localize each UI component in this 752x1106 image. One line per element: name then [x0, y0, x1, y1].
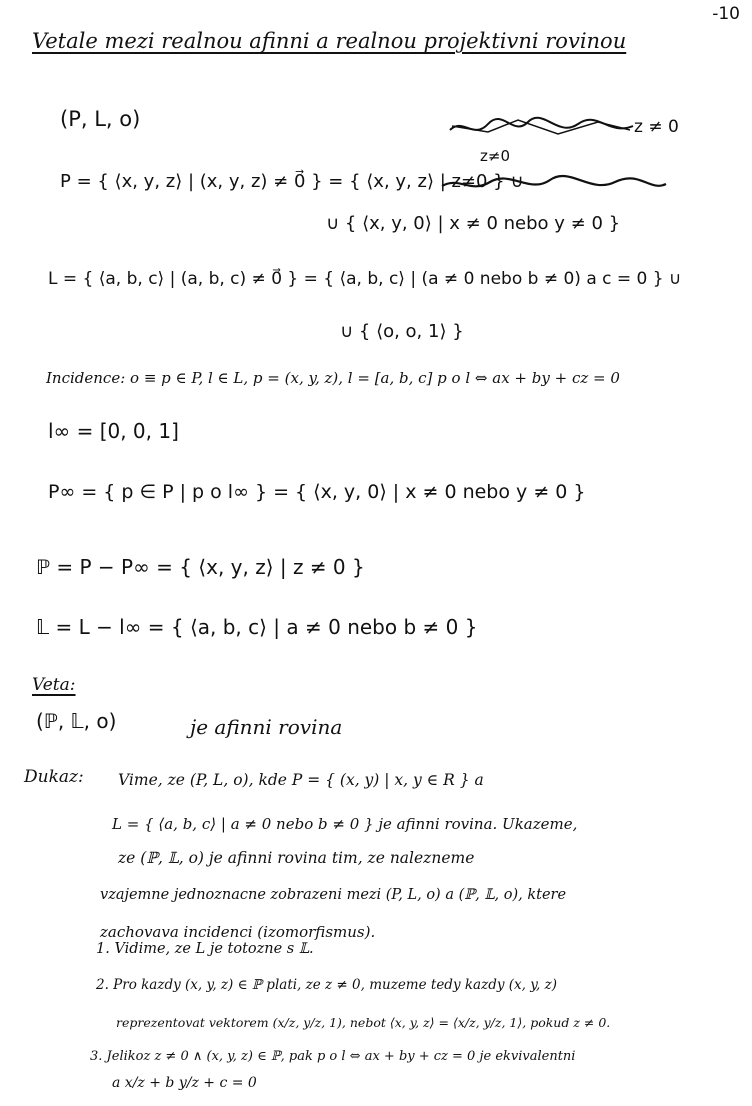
proof-line-2: L = { ⟨a, b, c⟩ | a ≠ 0 nebo b ≠ 0 } je afinni rovina. Ukazeme,	[112, 815, 578, 833]
proof-label: Dukaz:	[24, 767, 84, 787]
line-at-infinity: l∞ = [0, 0, 1]	[48, 419, 179, 443]
affine-points-set: ℙ = P − P∞ = { ⟨x, y, z⟩ | z ≠ 0 }	[36, 555, 365, 579]
crossed-out-scribble	[448, 112, 658, 142]
proof-item-2b: reprezentovat vektorem (x/z, y/z, 1), nebot ⟨x, y, z⟩ = ⟨x/z, y/z, 1⟩, pokud z ≠ 0.	[116, 1015, 611, 1030]
proof-item-1: 1. Vidime, ze L je totozne s 𝕃.	[96, 941, 314, 957]
proof-item-2a: 2. Pro kazdy (x, y, z) ∈ ℙ plati, ze z ≠ 0, muzeme tedy kazdy (x, y, z)	[96, 977, 558, 993]
proof-line-3: ze (ℙ, 𝕃, o) je afinni rovina tim, ze nalezneme	[118, 849, 475, 867]
theorem-statement: je afinni rovina	[190, 715, 343, 739]
page-heading: Vetale mezi realnou afinni a realnou projektivni rovinou	[32, 29, 627, 53]
proof-line-1: Vime, ze (P, L, o), kde P = { (x, y) | x, y ∈ R } a	[118, 771, 484, 789]
proof-line-5: zachovava incidenci (izomorfismus).	[100, 923, 376, 941]
proof-item-3b: a x/z + b y/z + c = 0	[112, 1075, 257, 1091]
side-note-z-not-zero-2: z≠0	[480, 147, 510, 165]
theorem-label: Veta:	[32, 675, 76, 695]
theorem-triple: (ℙ, 𝕃, o)	[36, 709, 117, 733]
proof-item-3a: 3. Jelikoz z ≠ 0 ∧ (x, y, z) ∈ ℙ, pak p o l ⇔ ax + by + cz = 0 je ekvivalentni	[90, 1049, 576, 1064]
affine-lines-set: 𝕃 = L − l∞ = { ⟨a, b, c⟩ | a ≠ 0 nebo b ≠ 0 }	[36, 615, 478, 639]
crossed-out-scribble-2	[440, 174, 670, 196]
triple-notation: (P, L, o)	[60, 107, 141, 131]
p-definition-continued: ∪ { ⟨x, y, 0⟩ | x ≠ 0 nebo y ≠ 0 }	[326, 213, 621, 234]
l-definition: L = { ⟨a, b, c⟩ | (a, b, c) ≠ 0⃗ } = { ⟨a, b, c⟩ | (a ≠ 0 nebo b ≠ 0) a c = 0 } ∪	[48, 269, 682, 289]
side-note-z-not-zero: z ≠ 0	[634, 117, 679, 137]
l-definition-continued: ∪ { ⟨o, o, 1⟩ }	[340, 321, 464, 342]
incidence-definition: Incidence: o ≡ p ∈ P, l ∈ L, p = (x, y, z), l = [a, b, c] p o l ⇔ ax + by + cz = 0	[46, 369, 620, 387]
p-definition: P = { ⟨x, y, z⟩ | (x, y, z) ≠ 0⃗ } = { ⟨x, y, z⟩ | z≠0 } ∪	[60, 171, 524, 192]
proof-line-4: vzajemne jednoznacne zobrazeni mezi (P, L, o) a (ℙ, 𝕃, o), ktere	[100, 887, 567, 903]
points-at-infinity: P∞ = { p ∈ P | p o l∞ } = { ⟨x, y, 0⟩ | x ≠ 0 nebo y ≠ 0 }	[48, 481, 586, 503]
page-number: -10	[712, 4, 740, 24]
